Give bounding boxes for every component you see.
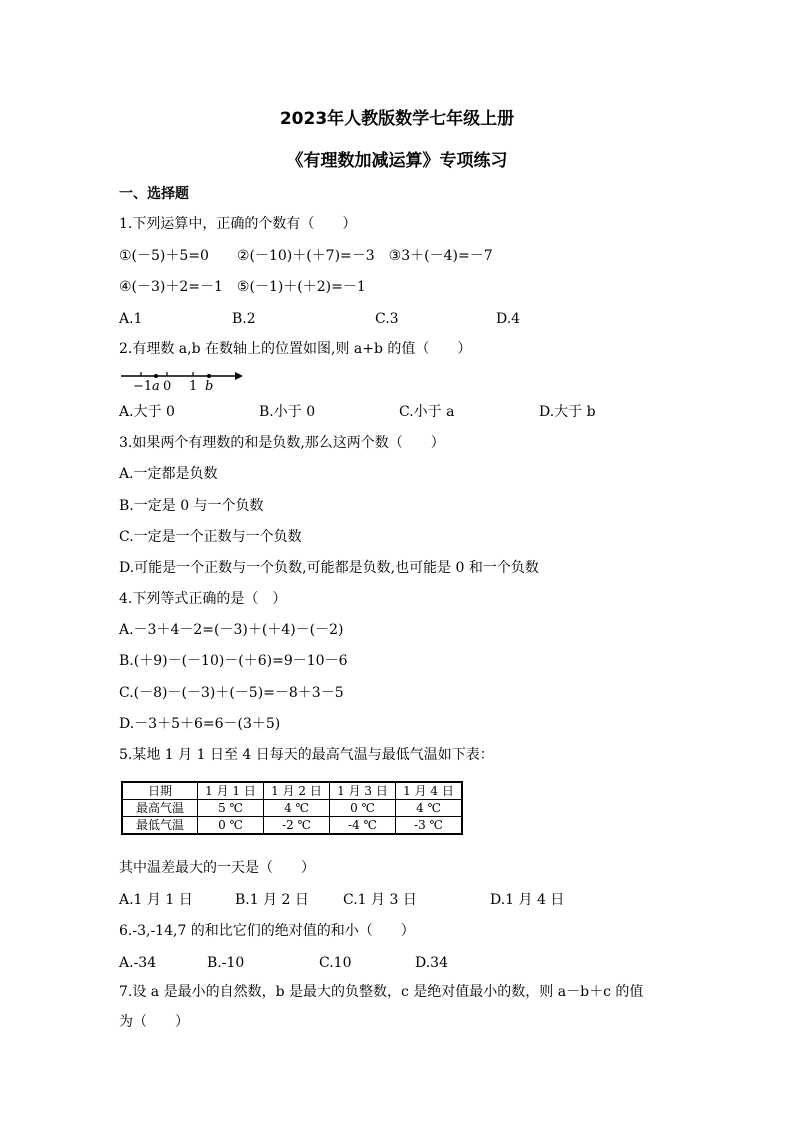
question-3-option-a: A.一定都是负数: [119, 466, 218, 482]
table-cell: 4 ℃: [396, 800, 463, 817]
question-4-option-c: C.(－8)－(－3)＋(－5)=－8＋3－5: [119, 685, 344, 701]
question-2-option-b: B.小于 0: [259, 404, 316, 420]
question-4-option-d: D.－3＋5＋6=6－(3＋5): [119, 716, 281, 732]
question-5-option-b: B.1 月 2 日: [235, 892, 309, 908]
table-header-cell: 1 月 1 日: [198, 782, 264, 800]
question-6-option-a: A.-34: [119, 955, 157, 971]
document-title: 2023年人教版数学七年级上册: [279, 109, 515, 129]
question-6-option-c: C.10: [319, 955, 352, 971]
question-5-option-a: A.1 月 1 日: [119, 892, 193, 908]
question-5-option-c: C.1 月 3 日: [343, 892, 417, 908]
table-cell: -2 ℃: [264, 817, 330, 835]
question-6-option-b: B.-10: [207, 955, 245, 971]
question-1-items-row1: ①(－5)＋5=0 ②(－10)＋(＋7)=－3 ③3＋(－4)=－7: [119, 248, 493, 264]
question-1-items-row2: ④(－3)＋2=－1 ⑤(－1)＋(＋2)=－1: [119, 279, 366, 295]
question-5-stem: 5.某地 1 月 1 日至 4 日每天的最高气温与最低气温如下表：: [119, 747, 494, 763]
question-3-option-c: C.一定是一个正数与一个负数: [119, 529, 302, 545]
table-header-cell: 1 月 4 日: [396, 782, 463, 800]
table-cell: 最低气温: [122, 817, 198, 835]
table-cell: 0 ℃: [330, 800, 396, 817]
question-1-option-b: B.2: [232, 311, 256, 327]
table-row: [122, 800, 462, 817]
question-1-option-c: C.3: [375, 311, 399, 327]
table-cell: 最高气温: [122, 800, 198, 817]
question-3-stem: 3.如果两个有理数的和是负数,那么这两个数（ ）: [119, 435, 445, 451]
number-line-figure: [119, 365, 249, 393]
label-a: a: [152, 379, 160, 393]
table-row: [122, 817, 462, 835]
document-subtitle: 《有理数加减运算》专项练习: [286, 151, 508, 171]
question-1-option-a: A.1: [119, 311, 143, 327]
question-7-stem-line2: 为（ ）: [119, 1014, 189, 1030]
question-5-followup: 其中温差最大的一天是（ ）: [119, 860, 315, 876]
question-4-option-b: B.(＋9)－(－10)－(＋6)=9－10－6: [119, 653, 348, 669]
temperature-table: [121, 781, 463, 835]
question-1-stem: 1.下列运算中，正确的个数有（ ）: [119, 216, 357, 232]
question-2-option-a: A.大于 0: [119, 404, 175, 420]
table-header-cell: 日期: [122, 782, 198, 800]
section-heading: 一、选择题: [119, 186, 189, 202]
label-one: 1: [189, 379, 198, 393]
table-cell: -3 ℃: [396, 817, 463, 835]
question-4-stem: 4.下列等式正确的是（ ）: [119, 591, 287, 607]
table-header-cell: 1 月 3 日: [330, 782, 396, 800]
table-cell: -4 ℃: [330, 817, 396, 835]
table-header-cell: 1 月 2 日: [264, 782, 330, 800]
table-cell: 5 ℃: [198, 800, 264, 817]
label-minus-one: −1: [133, 379, 153, 393]
question-5-option-d: D.1 月 4 日: [490, 892, 565, 908]
question-3-option-b: B.一定是 0 与一个负数: [119, 498, 264, 514]
label-zero: 0: [163, 379, 172, 393]
question-6-stem: 6.-3,-14,7 的和比它们的绝对值的和小（ ）: [119, 923, 415, 939]
question-7-stem-line1: 7.设 a 是最小的自然数，b 是最大的负整数，c 是绝对值最小的数，则 a－b＋c 的值: [119, 984, 644, 1000]
table-cell: 4 ℃: [264, 800, 330, 817]
question-6-option-d: D.34: [415, 955, 448, 971]
label-b: b: [205, 379, 214, 393]
point-a: [154, 374, 158, 378]
number-line-arrow: [235, 372, 243, 380]
question-4-option-a: A.－3＋4－2=(－3)＋(＋4)－(－2): [119, 622, 344, 638]
question-3-option-d: D.可能是一个正数与一个负数,可能都是负数,也可能是 0 和一个负数: [119, 560, 539, 576]
question-2-option-c: C.小于 a: [399, 404, 455, 420]
question-1-option-d: D.4: [496, 311, 521, 327]
table-header-row: [122, 782, 462, 800]
question-2-stem: 2.有理数 a,b 在数轴上的位置如图,则 a+b 的值（ ）: [119, 341, 472, 357]
question-2-option-d: D.大于 b: [539, 404, 596, 420]
point-b: [207, 374, 211, 378]
table-cell: 0 ℃: [198, 817, 264, 835]
